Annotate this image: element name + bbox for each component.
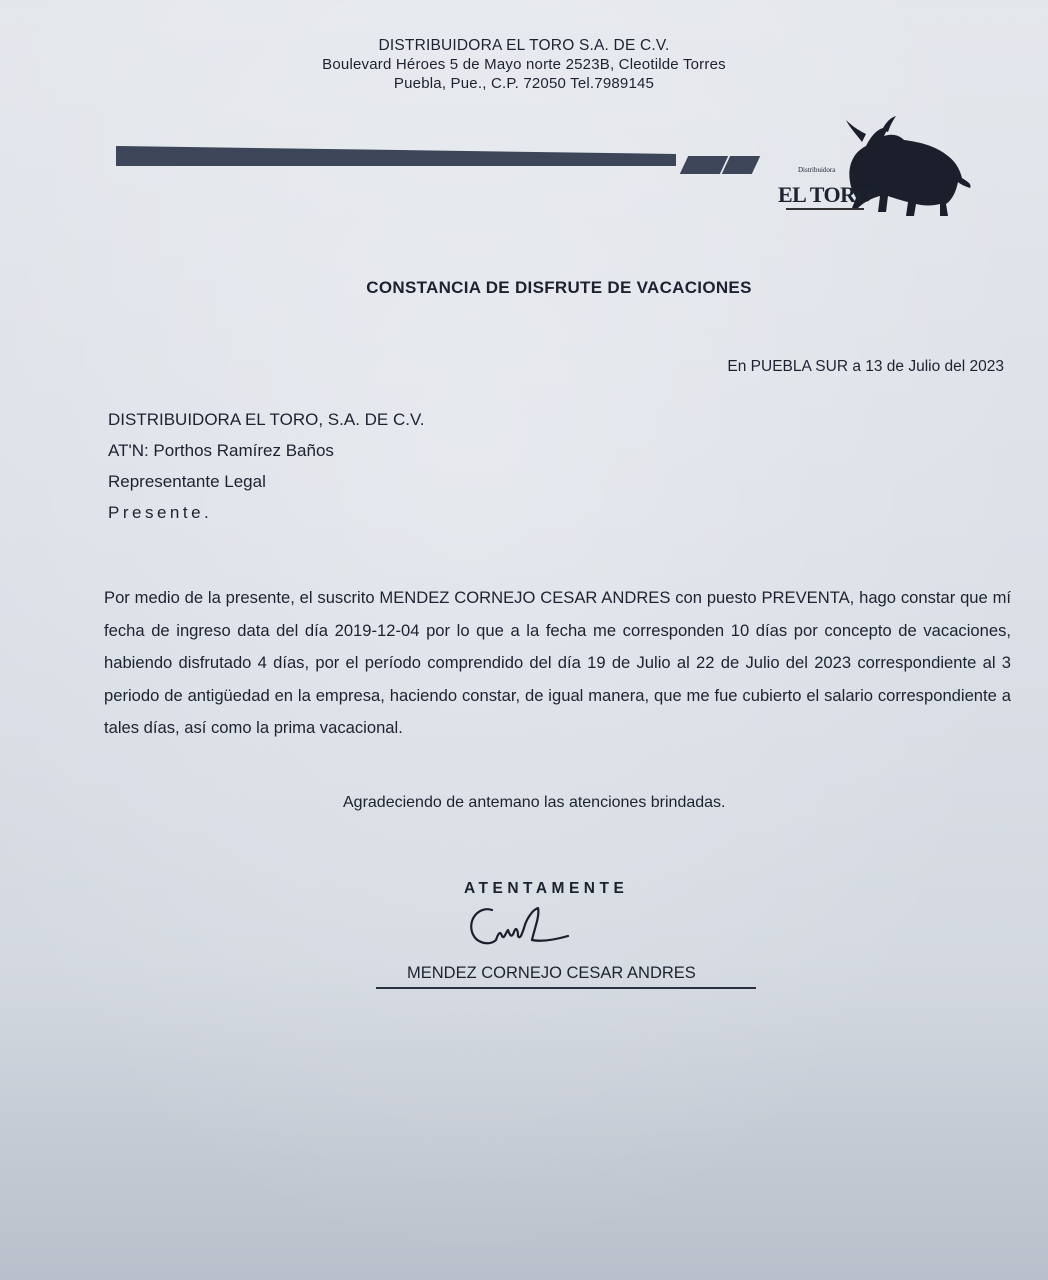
body-paragraph: Por medio de la presente, el suscrito MENDEZ CORNEJO CESAR ANDRES con puesto PREVENTA, hago constar que mí fecha de ingreso data del día 2019-12-04 por lo que a la fecha me corresponden 10 días por concepto de vacaciones, habiendo disfrutado 4 días, por el período comprendido del día 19 de Julio al 22 de Julio del 2023 correspondiente al 3 periodo de antigüedad en la empresa, haciendo constar, de igual manera, que me fue cubierto el salario correspondiente a tales días, así como la prima vacacional. [104,588,1011,737]
addressee-presente: Presente. [108,503,213,522]
addressee-block [108,406,424,530]
company-logo [776,112,976,222]
signer-name: MENDEZ CORNEJO CESAR ANDRES [407,964,696,982]
closing-text: ATENTAMENTE [464,880,629,897]
logo-underline [786,208,864,210]
addressee-role: Representante Legal [108,472,266,491]
document-title: CONSTANCIA DE DISFRUTE DE VACACIONES [366,278,752,297]
header-stripe-segment [680,156,728,174]
letterhead-company: DISTRIBUIDORA EL TORO S.A. DE C.V. [378,37,670,54]
header-stripe-segment [722,156,760,174]
addressee-attn: AT'N: Porthos Ramírez Baños [108,441,334,460]
date-line: En PUEBLA SUR a 13 de Julio del 2023 [727,358,1004,375]
addressee-company: DISTRIBUIDORA EL TORO, S.A. DE C.V. [108,410,425,429]
letterhead-address-line2: Puebla, Pue., C.P. 72050 Tel.7989145 [393,75,655,92]
signature-line [376,987,756,989]
header-stripe [116,146,676,166]
thanks-line: Agradeciendo de antemano las atenciones brindadas. [343,794,726,811]
logo-brand-text: EL TORO [778,182,873,207]
letterhead-address-line1: Boulevard Héroes 5 de Mayo norte 2523B, Cleotilde Torres [322,56,726,73]
letterhead [0,36,1048,93]
handwritten-signature [462,900,582,958]
logo-small-text: Distribuidora [798,166,836,174]
